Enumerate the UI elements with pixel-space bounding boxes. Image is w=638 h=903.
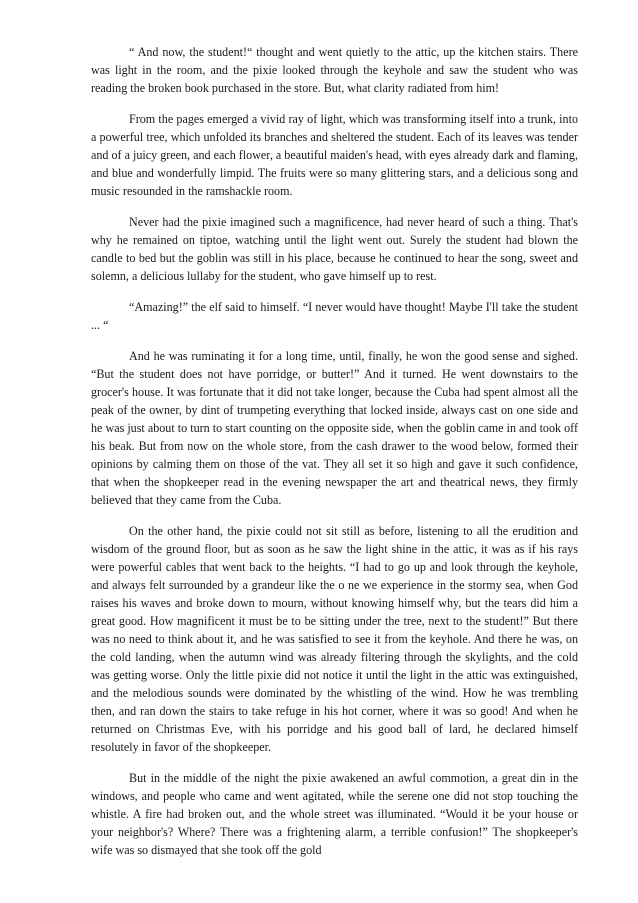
paragraph-3: Never had the pixie imagined such a magnificence, had never heard of such a thing. That's why he remained on tiptoe, watching until the light went out. Surely the student had blown the candle to bed but the goblin was still in his place, because he continued to hear the song, sweet and solemn, a delicious lullaby for the student, who gave himself up to rest. [91, 215, 578, 283]
paragraph-4: “Amazing!” the elf said to himself. “I never would have thought! Maybe I'll take the student ... “ [91, 300, 578, 332]
paragraph-1: “ And now, the student!“ thought and went quietly to the attic, up the kitchen stairs. There was light in the room, and the pixie looked through the keyhole and saw the student who was reading the broken book purchased in the store. But, what clarity radiated from him! [91, 45, 578, 95]
paragraph-6: On the other hand, the pixie could not sit still as before, listening to all the erudition and wisdom of the ground floor, but as soon as he saw the light shine in the attic, it was as if his rays were powerful cables that went back to the heights. “I had to go up and look through the keyhole, and always felt surrounded by a grandeur like the o ne we experience in the stormy sea, when God raises his waves and broke down to mourn, without knowing himself why, but the tears did him a great good. How magnificent it must be to be sitting under the tree, next to the student!” But there was no need to think about it, and he was satisfied to see it from the keyhole. And there he was, on the cold landing, when the autumn wind was already filtering through the skylights, and the cold was getting worse. Only the little pixie did not notice it until the light in the attic was extinguished, and the melodious sounds were dominated by the whistling of the wind. How he was trembling then, and ran down the stairs to take refuge in his hot corner, where it was so good! And when he returned on Christmas Eve, with his porridge and his good ball of lard, he declared himself resolutely in favor of the shopkeeper. [91, 524, 578, 754]
paragraph-5: And he was ruminating it for a long time, until, finally, he won the good sense and sighed. “But the student does not have porridge, or butter!” And it turned. He went downstairs to the grocer's house. It was fortunate that it did not take longer, because the Cuba had spent almost all the peak of the owner, by dint of trumpeting everything that locked inside, always cast on one side and he was just about to turn to start counting on the opposite side, when the goblin came in and took off his beak. But from now on the whole store, from the cash drawer to the wood below, formed their opinions by calming them on those of the vat. They all set it so high and gave it such confidence, that when the shopkeeper read in the evening newspaper the art and theatrical news, they firmly believed that they came from the Cuba. [91, 349, 578, 507]
paragraph-2: From the pages emerged a vivid ray of light, which was transforming itself into a trunk, into a powerful tree, which unfolded its branches and sheltered the student. Each of its leaves was tender and of a juicy green, and each flower, a beautiful maiden's head, with eyes already dark and flaming, and blue and wonderfully limpid. The fruits were so many glittering stars, and a delicious song and music resounded in the ramshackle room. [91, 112, 578, 198]
paragraph-7: But in the middle of the night the pixie awakened an awful commotion, a great din in the windows, and people who came and went agitated, while the serene one did not stop touching the whistle. A fire had broken out, and the whole street was illuminated. “Would it be your house or your neighbor's? Where? There was a frightening alarm, a terrible confusion!” The shopkeeper's wife was so dismayed that she took off the gold [91, 771, 578, 857]
story-text [91, 43, 578, 872]
